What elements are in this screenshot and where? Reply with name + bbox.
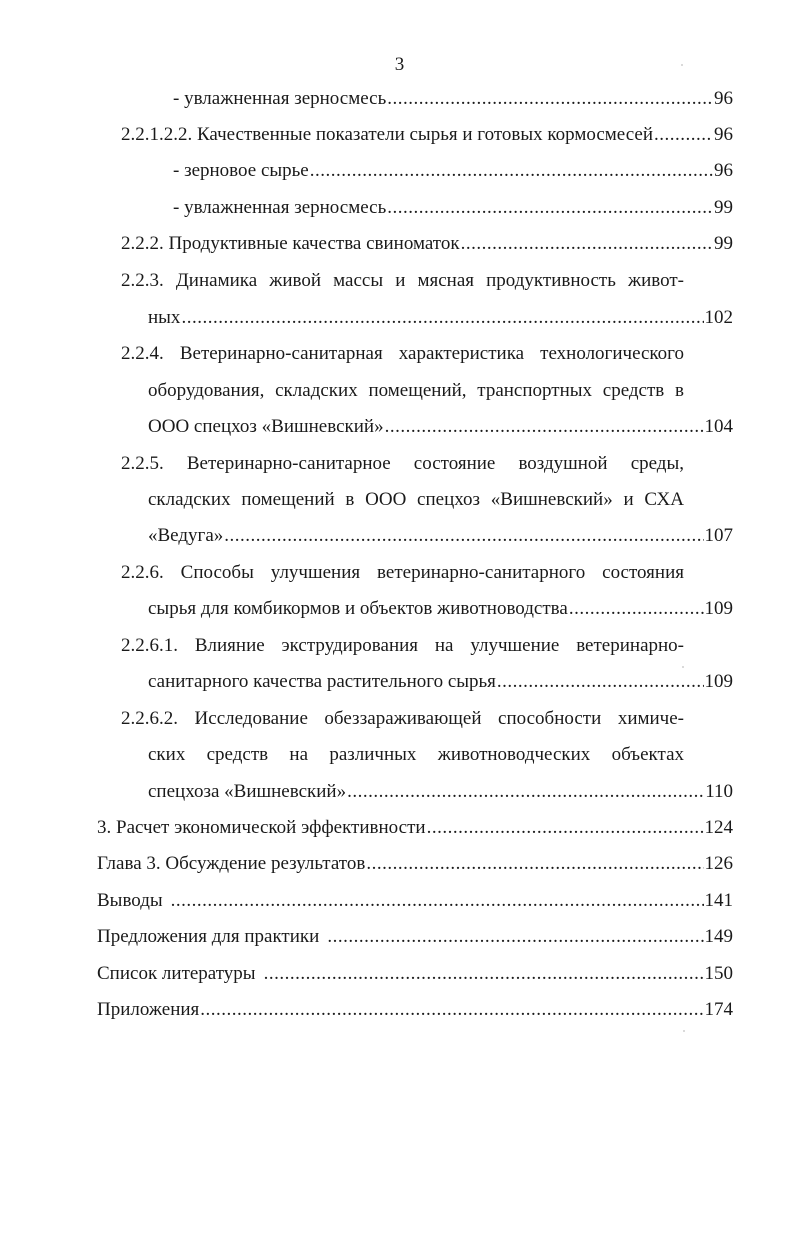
toc-entry-page: 96 xyxy=(714,160,733,181)
toc-entry-page: 99 xyxy=(714,233,733,254)
toc-entry-line[interactable]: ских средств на различных животноводческих объектах xyxy=(148,744,684,765)
toc-entry[interactable] xyxy=(97,888,733,914)
toc-entry[interactable] xyxy=(173,86,733,112)
dot-leader xyxy=(224,523,703,549)
toc-entry-title: Предложения для практики xyxy=(97,926,320,947)
scan-speck xyxy=(683,1030,685,1032)
dot-leader xyxy=(310,158,713,184)
toc-entry-line[interactable]: 2.2.6. Способы улучшения ветеринарно-санитарного состояния xyxy=(121,562,684,583)
toc-entry-title: 2.2.2. Продуктивные качества свиноматок xyxy=(121,233,460,254)
dot-leader xyxy=(347,779,704,805)
dot-leader xyxy=(427,815,704,841)
toc-entry-page: 109 xyxy=(704,671,733,692)
scan-speck xyxy=(681,64,683,66)
toc-entry[interactable] xyxy=(148,596,733,622)
toc-entry-line[interactable]: 2.2.6.2. Исследование обеззараживающей способности химиче- xyxy=(121,708,684,729)
dot-leader xyxy=(387,195,713,221)
toc-entry-page: 96 xyxy=(714,88,733,109)
toc-entry[interactable] xyxy=(173,195,733,221)
toc-entry[interactable] xyxy=(121,122,733,148)
toc-entry-title: - увлажненная зерносмесь xyxy=(173,88,387,109)
toc-entry[interactable] xyxy=(97,815,733,841)
toc-entry[interactable] xyxy=(148,523,733,549)
toc-entry-title: Выводы xyxy=(97,890,163,911)
dot-leader xyxy=(200,997,703,1023)
toc-entry[interactable] xyxy=(148,414,733,440)
toc-entry-page: 149 xyxy=(704,926,733,947)
toc-entry-page: 99 xyxy=(714,197,733,218)
toc-entry-title: сырья для комбикормов и объектов животноводства xyxy=(148,598,568,619)
toc-entry-page: 104 xyxy=(704,416,733,437)
toc-entry-page: 141 xyxy=(704,890,733,911)
toc-entry-line[interactable]: оборудования, складских помещений, транспортных средств в xyxy=(148,380,684,401)
toc-entry-page: 126 xyxy=(704,853,733,874)
toc-entry-line[interactable]: 2.2.5. Ветеринарно-санитарное состояние воздушной среды, xyxy=(121,453,684,474)
toc-entry-title: Список литературы xyxy=(97,963,256,984)
dot-leader xyxy=(171,888,704,914)
dot-leader xyxy=(497,669,704,695)
toc-entry-line[interactable]: 2.2.3. Динамика живой массы и мясная продуктивность живот- xyxy=(121,270,684,291)
toc-entry-title: Глава 3. Обсуждение результатов xyxy=(97,853,366,874)
toc-entry-page: 102 xyxy=(704,307,733,328)
dot-leader xyxy=(461,231,713,257)
toc-entry-page: 174 xyxy=(704,999,733,1020)
dot-leader xyxy=(569,596,704,622)
toc-entry[interactable] xyxy=(148,305,733,331)
dot-leader xyxy=(366,851,703,877)
toc-entry-title: санитарного качества растительного сырья xyxy=(148,671,496,692)
toc-entry-title: Приложения xyxy=(97,999,200,1020)
toc-entry-line[interactable]: 2.2.4. Ветеринарно-санитарная характеристика технологического xyxy=(121,343,684,364)
toc-entry-page: 107 xyxy=(704,525,733,546)
toc-entry-title: - увлажненная зерносмесь xyxy=(173,197,387,218)
toc-entry-title: «Ведуга» xyxy=(148,525,224,546)
toc-entry-title: 3. Расчет экономической эффективности xyxy=(97,817,426,838)
toc-entry[interactable] xyxy=(97,961,733,987)
toc-entry[interactable] xyxy=(97,924,733,950)
toc-entry-title: спецхоза «Вишневский» xyxy=(148,781,347,802)
toc-entry[interactable] xyxy=(148,779,733,805)
toc-entry[interactable] xyxy=(97,997,733,1023)
dot-leader xyxy=(264,961,704,987)
toc-entry-page: 124 xyxy=(704,817,733,838)
dot-leader xyxy=(181,305,703,331)
toc-entry-page: 150 xyxy=(704,963,733,984)
toc-entry-page: 109 xyxy=(704,598,733,619)
toc-entry-title: ООО спецхоз «Вишневский» xyxy=(148,416,384,437)
toc-entry-line[interactable]: 2.2.6.1. Влияние экструдирования на улучшение ветеринарно- xyxy=(121,635,684,656)
toc-entry-page: 96 xyxy=(714,124,733,145)
page-number: 3 xyxy=(394,54,405,75)
toc-entry[interactable] xyxy=(121,231,733,257)
toc-entry[interactable] xyxy=(148,669,733,695)
toc-entry-line[interactable]: складских помещений в ООО спецхоз «Вишневский» и СХА xyxy=(148,489,684,510)
dot-leader xyxy=(387,86,713,112)
scan-speck xyxy=(682,666,684,668)
toc-entry-title: ных xyxy=(148,307,181,328)
toc-entry-page: 110 xyxy=(705,781,733,802)
toc-entry[interactable] xyxy=(97,851,733,877)
dot-leader xyxy=(385,414,704,440)
dot-leader xyxy=(654,122,713,148)
dot-leader xyxy=(327,924,703,950)
toc-entry-title: - зерновое сырье xyxy=(173,160,309,181)
toc-entry[interactable] xyxy=(173,158,733,184)
toc-entry-title: 2.2.1.2.2. Качественные показатели сырья и готовых кормосмесей xyxy=(121,124,653,145)
